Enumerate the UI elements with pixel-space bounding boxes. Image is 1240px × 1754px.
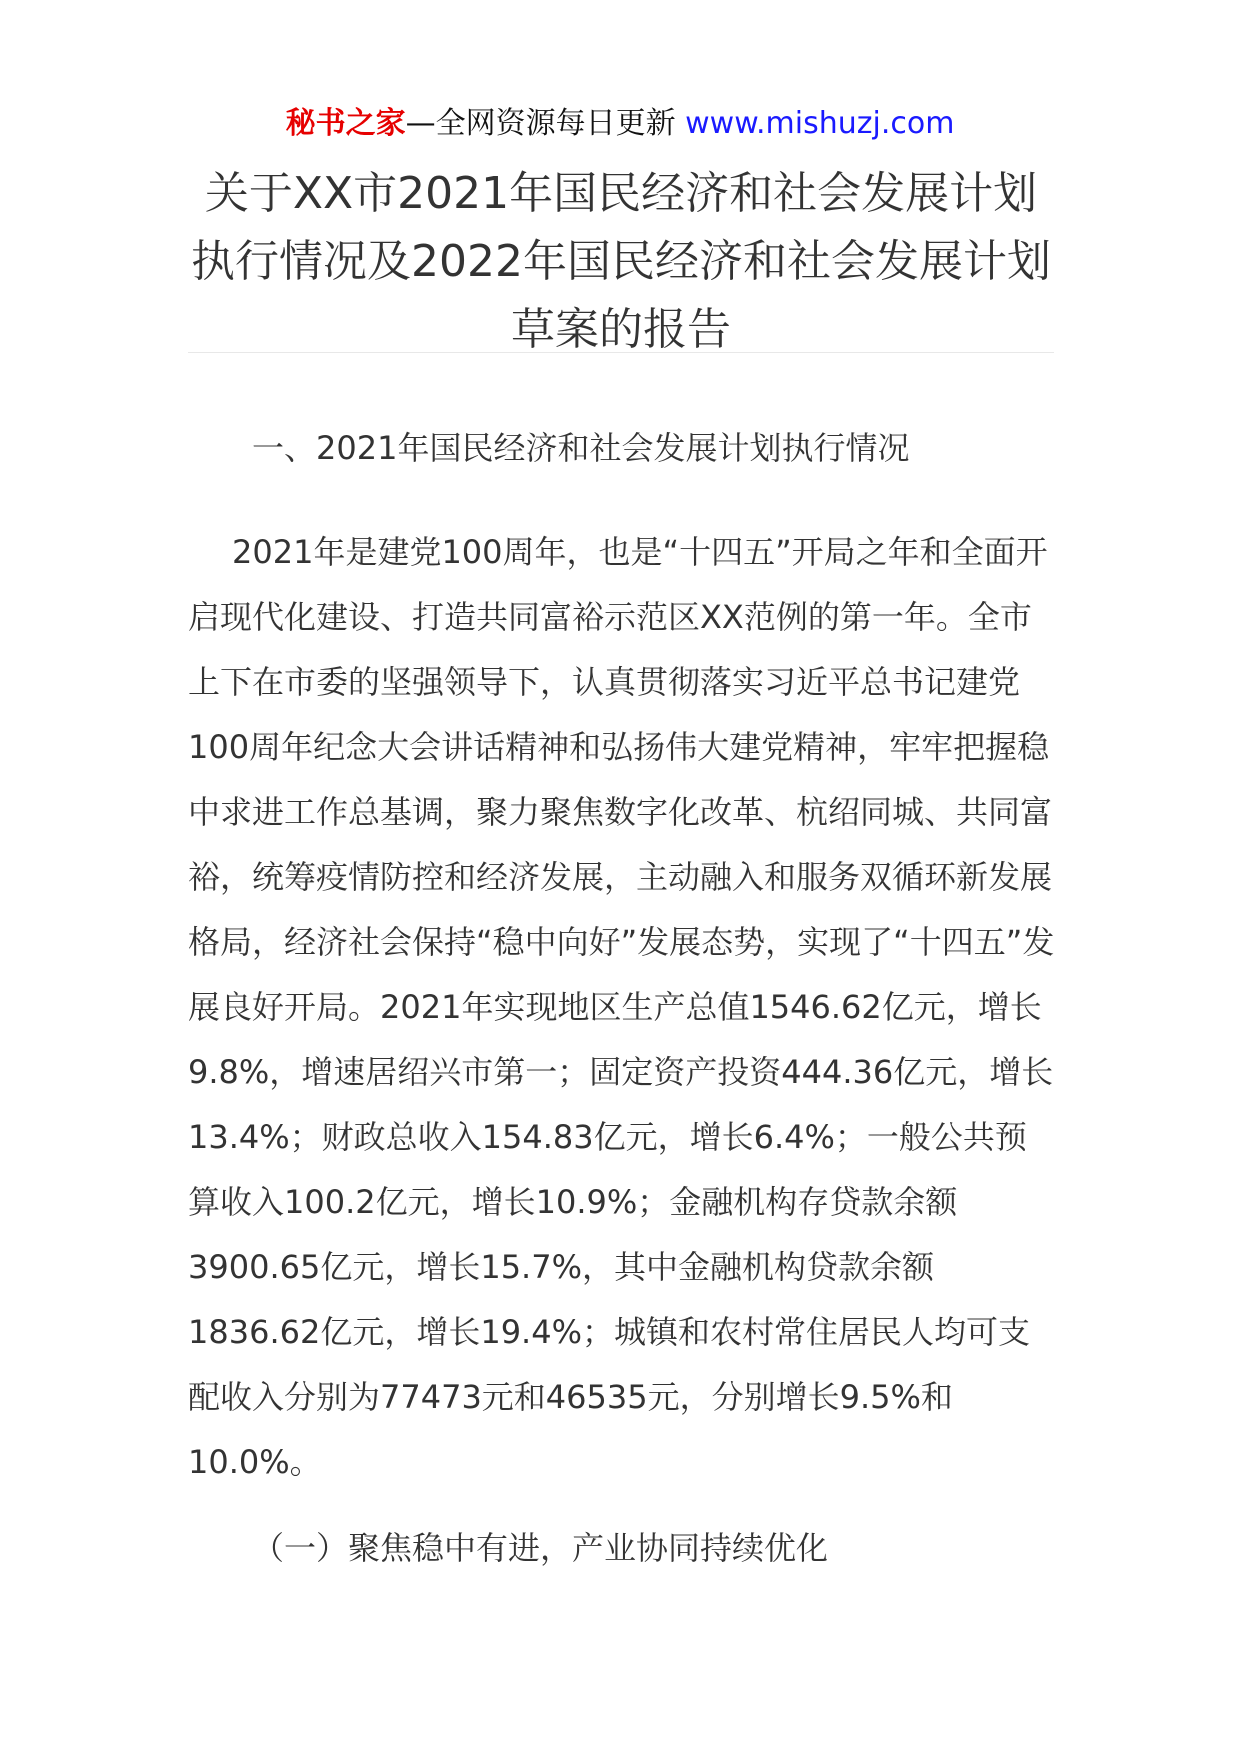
section-heading-2: （一）聚焦稳中有进，产业协同持续优化: [252, 1529, 829, 1567]
document-title: 关于XX市2021年国民经济和社会发展计划执行情况及2022年国民经济和社会发展计划草案的报告: [191, 168, 1051, 355]
banner-brand: 秘书之家: [285, 106, 406, 141]
site-banner: [0, 104, 1240, 144]
banner-url-link[interactable]: www.mishuzj.com: [685, 106, 955, 141]
section-heading-1: 一、2021年国民经济和社会发展计划执行情况: [252, 429, 910, 467]
banner-tagline: —全网资源每日更新: [405, 106, 676, 141]
body-paragraph-1: 2021年是建党100周年，也是“十四五”开局之年和全面开启现代化建设、打造共同富裕示范区XX范例的第一年。全市上下在市委的坚强领导下，认真贯彻落实习近平总书记建党100周年纪念大会讲话精神和弘扬伟大建党精神，牢牢把握稳中求进工作总基调，聚力聚焦数字化改革、杭绍同城、共同富裕，统筹疫情防控和经济发展，主动融入和服务双循环新发展格局，经济社会保持“稳中向好”发展态势，实现了“十四五”发展良好开局。2021年实现地区生产总值1546.62亿元，增长9.8%，增速居绍兴市第一；固定资产投资444.36亿元，增长13.4%；财政总收入154.83亿元，增长6.4%；一般公共预算收入100.2亿元，增长10.9%；金融机构存贷款余额3900.65亿元，增长15.7%，其中金融机构贷款余额1836.62亿元，增长19.4%；城镇和农村常住居民人均可支配收入分别为77473元和46535元，分别增长9.5%和10.0%。: [188, 533, 1055, 1481]
title-divider: [188, 352, 1054, 353]
